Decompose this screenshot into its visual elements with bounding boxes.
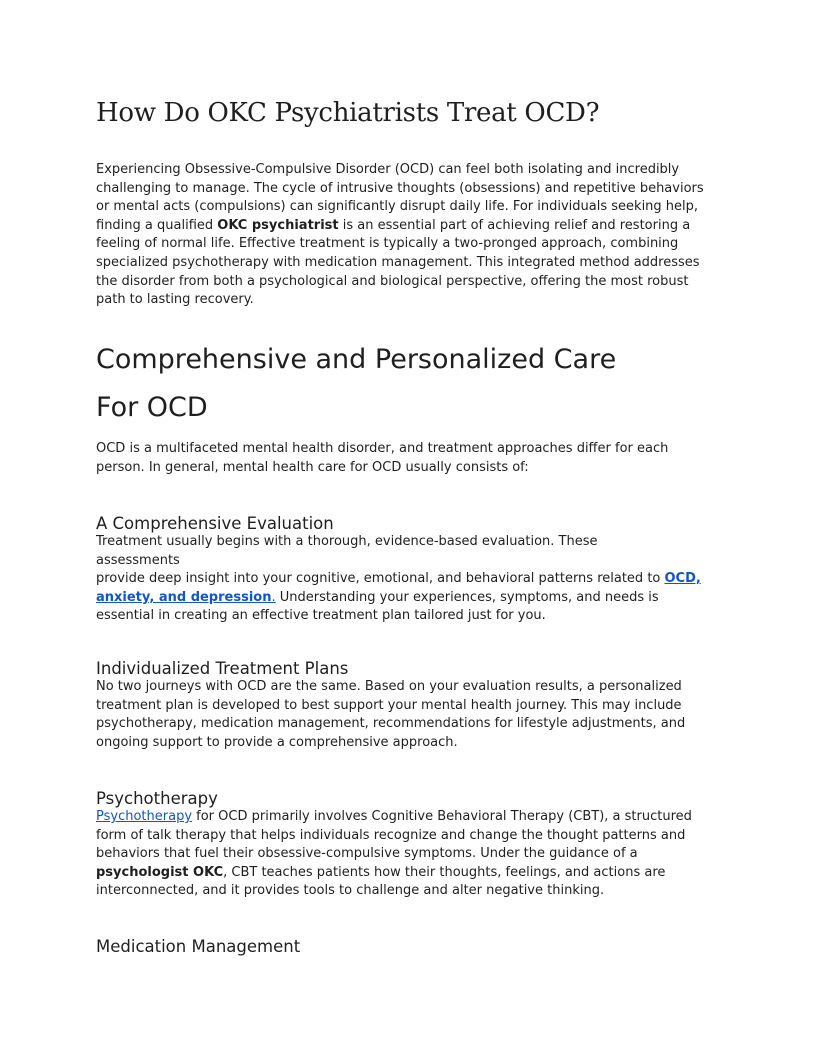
evaluation-paragraph: [96, 533, 714, 626]
section-paragraph: OCD is a multifaceted mental health disorder, and treatment approaches differ for each person. In general, mental health care for OCD usually consists of:: [96, 441, 669, 475]
section-heading-line2: For OCD: [96, 392, 208, 423]
psychotherapy-link[interactable]: Psychotherapy: [96, 809, 193, 824]
psychotherapy-paragraph: [96, 808, 714, 901]
evaluation-link-period[interactable]: .: [271, 589, 276, 605]
medication-management-heading: Medication Management: [96, 937, 301, 956]
evaluation-heading: A Comprehensive Evaluation: [96, 514, 334, 533]
section-heading-line1: Comprehensive and Personalized Care: [96, 344, 617, 375]
psychotherapy-text-1: for OCD primarily involves Cognitive Behavioral Therapy (CBT), a structured form of talk therapy that helps individuals recognize and change the thought patterns and behaviors that fuel their obsessive-compulsive symptoms. Under the guidance of a: [96, 809, 692, 862]
treatment-plans-paragraph: No two journeys with OCD are the same. Based on your evaluation results, a personalized treatment plan is developed to best support your mental health journey. This may include psychotherapy, medication management, recommendations for lifestyle adjustments, and ongoing support to provide a comprehensive approach.: [96, 679, 686, 750]
intro-paragraph: [96, 161, 714, 310]
psychotherapy-text-2: , CBT teaches patients how their thoughts, feelings, and actions are interconnected, and it provides tools to challenge and alter negative thinking.: [96, 864, 666, 899]
okc-psychiatrist-bold: OKC psychiatrist: [217, 217, 339, 233]
evaluation-text-1: provide deep insight into your cognitive, emotional, and behavioral patterns related to: [96, 571, 665, 587]
treatment-plans-heading: Individualized Treatment Plans: [96, 659, 349, 678]
evaluation-line2: assessments: [96, 552, 180, 568]
page-title: How Do OKC Psychiatrists Treat OCD?: [96, 98, 600, 128]
ocd-anxiety-depression-link[interactable]: OCD, anxiety, and depression: [96, 571, 701, 605]
psychologist-okc-bold: psychologist OKC: [96, 864, 224, 880]
section-heading: [96, 336, 616, 432]
intro-text-2: is an essential part of achieving relief and restoring a feeling of normal life. Effective treatment is typically a two-pronged approach, combining specialized psychotherapy with medication management. This integrated method addresses the disorder from both a psychological and biological perspective, offering the most robust path to lasting recovery.: [96, 217, 700, 308]
psychotherapy-heading: Psychotherapy: [96, 789, 218, 808]
evaluation-line1: Treatment usually begins with a thorough, evidence-based evaluation. These: [96, 534, 598, 549]
evaluation-text-2: Understanding your experiences, symptoms, and needs is essential in creating an effective treatment plan tailored just for you.: [96, 589, 659, 624]
intro-text-1: Experiencing Obsessive-Compulsive Disorder (OCD) can feel both isolating and incredibly challenging to manage. The cycle of intrusive thoughts (obsessions) and repetitive behaviors or mental acts (compulsions) can significantly disrupt daily life. For individuals seeking help, finding a qualified: [96, 162, 704, 233]
